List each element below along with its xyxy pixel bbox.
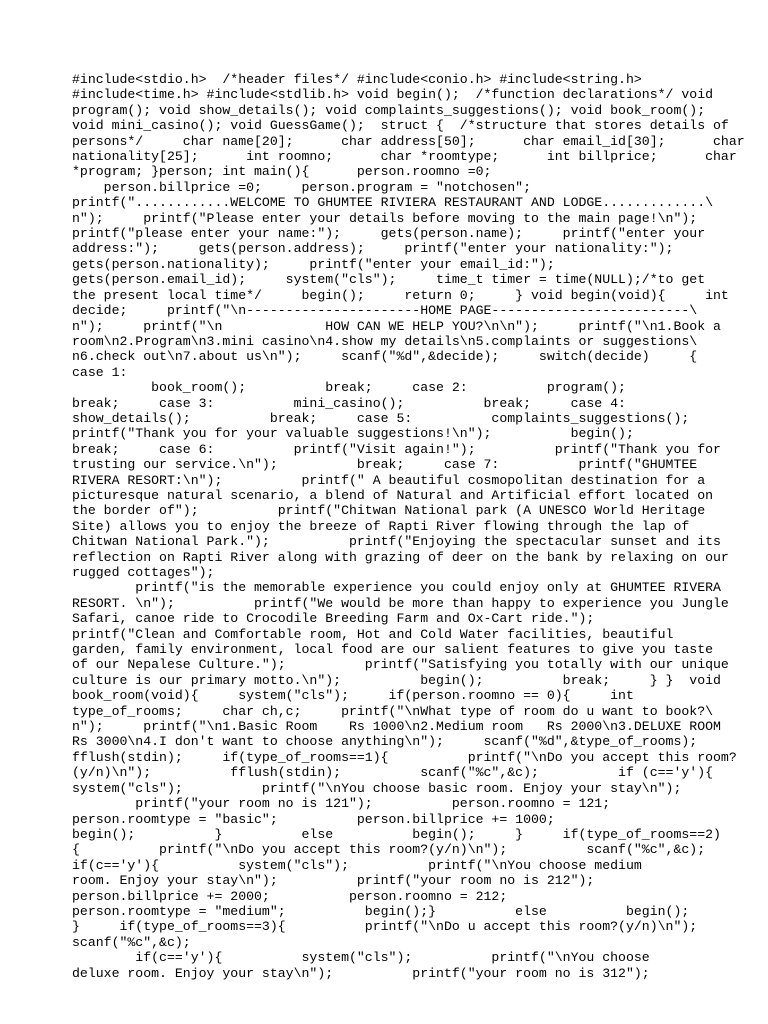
code-line: deluxe room. Enjoy your stay\n"); printf("your room no is 312"); <box>72 965 650 981</box>
code-line: room. Enjoy your stay\n"); printf("your room no is 212"); <box>72 873 595 889</box>
code-line: printf("is the memorable experience you could enjoy only at GHUMTEE RIVERA <box>72 580 721 596</box>
code-line: #include<stdio.h> /*header files*/ #include<conio.h> #include<string.h> <box>72 72 642 87</box>
code-line: if(c=='y'){ system("cls"); printf("\nYou choose <box>72 950 650 966</box>
code-line: n6.check out\n7.about us\n"); scanf("%d",&decide); switch(decide) { <box>72 349 698 365</box>
code-line: the present local time*/ begin(); return 0; } void begin(void){ int <box>72 287 729 303</box>
code-line: rugged cottages"); <box>72 565 215 580</box>
code-line: person.billprice += 2000; person.roomno = 212; <box>72 888 508 904</box>
code-line: reflection on Rapti River along with grazing of deer on the bank by relaxing on our <box>72 549 729 565</box>
code-line: book_room(); break; case 2: program(); <box>72 380 626 396</box>
code-line: #include<time.h> #include<stdlib.h> void begin(); /*function declarations*/ void <box>72 87 714 103</box>
code-line: (y/n)\n"); fflush(stdin); scanf("%c",&c); if (c=='y'){ <box>72 765 714 781</box>
code-line: room\n2.Program\n3.mini casino\n4.show my details\n5.complaints or suggestions\ <box>72 333 698 349</box>
code-line: n"); printf("\n1.Basic Room Rs 1000\n2.Medium room Rs 2000\n3.DELUXE ROOM <box>72 719 721 735</box>
code-line: Chitwan National Park."); printf("Enjoying the spectacular sunset and its <box>72 534 721 550</box>
code-line: { printf("\nDo you accept this room?(y/n)\n"); scanf("%c",&c); <box>72 842 706 858</box>
code-line: n"); printf("Please enter your details before moving to the main page!\n"); <box>72 210 698 226</box>
code-line: *program; }person; int main(){ person.roomno =0; <box>72 164 492 180</box>
code-line: void mini_casino(); void GuessGame(); struct { /*structure that stores details of <box>72 118 729 134</box>
code-line: person.roomtype = "medium"; begin();} else begin(); <box>72 903 690 919</box>
code-line: of our Nepalese Culture."); printf("Satisfying you totally with our unique <box>72 657 729 673</box>
code-line: begin(); } else begin(); } if(type_of_rooms==2) <box>72 826 721 842</box>
code-line: Site) allows you to enjoy the breeze of Rapti River flowing through the lap of <box>72 518 690 534</box>
code-line: nationality[25]; int roomno; char *roomtype; int billprice; char <box>72 149 737 165</box>
code-line: gets(person.nationality); printf("enter your email_id:"); <box>72 256 555 272</box>
code-line: printf("............WELCOME TO GHUMTEE RIVIERA RESTAURANT AND LODGE.............\ <box>72 195 714 211</box>
code-line: printf("please enter your name:"); gets(person.name); printf("enter your <box>72 226 706 242</box>
code-line: RESORT. \n"); printf("We would be more than happy to experience you Jungle <box>72 595 729 611</box>
code-line: gets(person.email_id); system("cls"); time_t timer = time(NULL);/*to get <box>72 272 706 288</box>
code-line: printf("Thank you for your valuable suggestions!\n"); begin(); <box>72 426 634 442</box>
code-line: } if(type_of_rooms==3){ printf("\nDo u accept this room?(y/n)\n"); <box>72 919 698 935</box>
code-line: scanf("%c",&c); <box>72 934 191 950</box>
code-line: person.billprice =0; person.program = "notchosen"; <box>72 179 531 195</box>
code-line: printf("your room no is 121"); person.roomno = 121; <box>72 796 611 812</box>
code-line: fflush(stdin); if(type_of_rooms==1){ printf("\nDo you accept this room? <box>72 749 737 765</box>
code-line: trusting our service.\n"); break; case 7: printf("GHUMTEE <box>72 457 698 473</box>
code-line: culture is our primary motto.\n"); begin(); break; } } void <box>72 672 721 688</box>
code-line: RIVERA RESORT:\n"); printf(" A beautiful cosmopolitan destination for a <box>72 472 706 488</box>
code-line: picturesque natural scenario, a blend of Natural and Artificial effort located on <box>72 487 714 503</box>
code-line: book_room(void){ system("cls"); if(person.roomno == 0){ int <box>72 688 634 704</box>
code-line: person.roomtype = "basic"; person.billprice += 1000; <box>72 811 555 827</box>
code-line: system("cls"); printf("\nYou choose basic room. Enjoy your stay\n"); <box>72 780 682 796</box>
code-line: if(c=='y'){ system("cls"); printf("\nYou choose medium <box>72 857 642 873</box>
code-line: program(); void show_details(); void complaints_suggestions(); void book_room(); <box>72 102 706 118</box>
code-line: type_of_rooms; char ch,c; printf("\nWhat type of room do u want to book?\ <box>72 703 714 719</box>
code-line: the border of"); printf("Chitwan National park (A UNESCO World Heritage <box>72 503 706 519</box>
code-line: garden, family environment, local food are our salient features to give you taste <box>72 642 714 658</box>
code-line: n"); printf("\n HOW CAN WE HELP YOU?\n\n"); printf("\n1.Book a <box>72 318 721 334</box>
code-line: address:"); gets(person.address); printf("enter your nationality:"); <box>72 241 674 257</box>
code-line: decide; printf("\n----------------------HOME PAGE-------------------------\ <box>72 303 698 319</box>
code-line: break; case 6: printf("Visit again!"); printf("Thank you for <box>72 441 721 457</box>
code-line: case 1: <box>72 364 128 380</box>
code-line: show_details(); break; case 5: complaints_suggestions(); <box>72 410 690 426</box>
code-line: break; case 3: mini_casino(); break; case 4: <box>72 395 626 411</box>
source-code-text <box>72 72 745 981</box>
code-line: printf("Clean and Comfortable room, Hot and Cold Water facilities, beautiful <box>72 626 674 642</box>
code-line: Rs 3000\n4.I don't want to choose anything\n"); scanf("%d",&type_of_rooms); <box>72 734 698 750</box>
code-line: persons*/ char name[20]; char address[50]; char email_id[30]; char <box>72 133 745 149</box>
code-line: Safari, canoe ride to Crocodile Breeding Farm and Ox-Cart ride."); <box>72 611 595 627</box>
